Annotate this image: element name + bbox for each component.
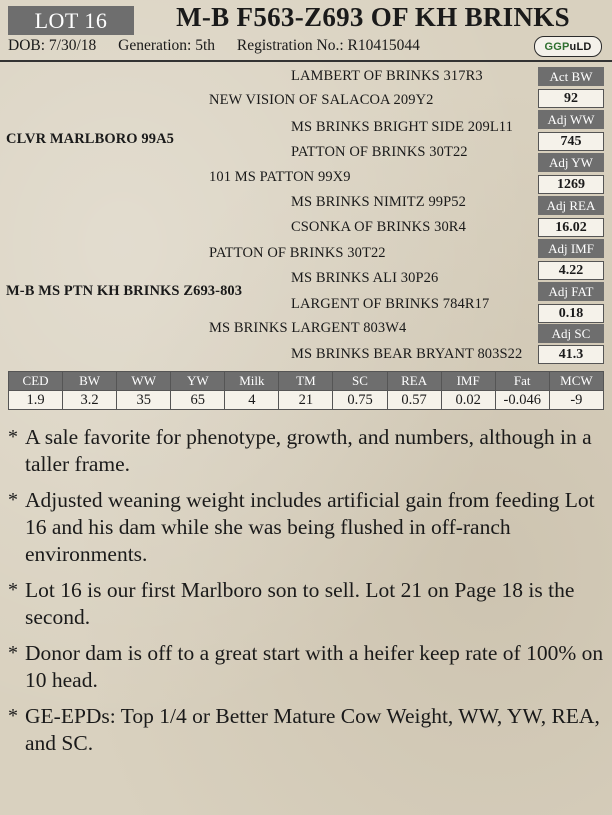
note-text: Lot 16 is our first Marlboro son to sell. Lot 21 on Page 18 is the second. bbox=[25, 578, 575, 629]
pedigree-dam-dam-dam: MS BRINKS BEAR BRYANT 803S22 bbox=[291, 346, 523, 362]
stat-label-adj-yw: Adj YW bbox=[538, 153, 604, 172]
epd-header-ww: WW bbox=[117, 372, 171, 391]
stat-label-adj-ww: Adj WW bbox=[538, 110, 604, 129]
note-text: Adjusted weaning weight includes artificial gain from feeding Lot 16 and his dam while she was being flushed in off-ranch environments. bbox=[25, 488, 595, 566]
epd-value-milk: 4 bbox=[225, 391, 279, 410]
epd-value-yw: 65 bbox=[171, 391, 225, 410]
pedigree-dam-dam-sire: LARGENT OF BRINKS 784R17 bbox=[291, 296, 490, 312]
epd-value-tm: 21 bbox=[279, 391, 333, 410]
epd-header-mcw: MCW bbox=[549, 372, 603, 391]
epd-value-rea: 0.57 bbox=[387, 391, 441, 410]
asterisk-bullet-icon: * bbox=[8, 489, 18, 511]
epd-header-milk: Milk bbox=[225, 372, 279, 391]
note-text: A sale favorite for phenotype, growth, and numbers, although in a taller frame. bbox=[25, 425, 592, 476]
ggpuld-logo bbox=[534, 36, 602, 57]
stat-label-adj-rea: Adj REA bbox=[538, 196, 604, 215]
stat-value-act-bw: 92 bbox=[538, 89, 604, 108]
pedigree-dam-sire: PATTON OF BRINKS 30T22 bbox=[209, 245, 386, 261]
pedigree-dam: M-B MS PTN KH BRINKS Z693-803 bbox=[6, 283, 243, 299]
note-item bbox=[8, 640, 604, 694]
animal-name-title: M-B F563-Z693 OF KH BRINKS bbox=[176, 2, 570, 32]
pedigree-sire-sire-dam: MS BRINKS BRIGHT SIDE 209L11 bbox=[291, 119, 513, 135]
epd-value-fat: -0.046 bbox=[495, 391, 549, 410]
asterisk-bullet-icon: * bbox=[8, 705, 18, 727]
pedigree-dam-sire-dam: MS BRINKS ALI 30P26 bbox=[291, 270, 439, 286]
epd-header-ced: CED bbox=[9, 372, 63, 391]
epd-value-ced: 1.9 bbox=[9, 391, 63, 410]
stat-label-adj-fat: Adj FAT bbox=[538, 282, 604, 301]
note-text: GE-EPDs: Top 1/4 or Better Mature Cow Weight, WW, YW, REA, and SC. bbox=[25, 704, 600, 755]
epd-header-row bbox=[9, 372, 604, 391]
notes-list bbox=[8, 424, 604, 766]
dob-text: DOB: 7/30/18 bbox=[8, 37, 97, 54]
generation-text: Generation: 5th bbox=[118, 37, 216, 54]
ggp-logo-text: GGP bbox=[544, 40, 570, 53]
stat-value-adj-fat: 0.18 bbox=[538, 304, 604, 323]
stat-value-adj-sc: 41.3 bbox=[538, 345, 604, 364]
lot-number-badge: LOT 16 bbox=[8, 6, 134, 35]
pedigree-sire-sire-sire: LAMBERT OF BRINKS 317R3 bbox=[291, 68, 483, 84]
stat-value-adj-rea: 16.02 bbox=[538, 218, 604, 237]
epd-header-sc: SC bbox=[333, 372, 387, 391]
pedigree-dam-dam: MS BRINKS LARGENT 803W4 bbox=[209, 320, 407, 336]
asterisk-bullet-icon: * bbox=[8, 579, 18, 601]
asterisk-bullet-icon: * bbox=[8, 642, 18, 664]
epd-header-imf: IMF bbox=[441, 372, 495, 391]
epd-header-rea: REA bbox=[387, 372, 441, 391]
epd-value-sc: 0.75 bbox=[333, 391, 387, 410]
pedigree-sire-dam-sire: PATTON OF BRINKS 30T22 bbox=[291, 144, 468, 160]
note-item bbox=[8, 424, 604, 478]
epd-header-yw: YW bbox=[171, 372, 225, 391]
pedigree-sire-dam-dam: MS BRINKS NIMITZ 99P52 bbox=[291, 194, 467, 210]
note-item bbox=[8, 577, 604, 631]
note-item bbox=[8, 703, 604, 757]
epd-value-row bbox=[9, 391, 604, 410]
epd-value-ww: 35 bbox=[117, 391, 171, 410]
pedigree-sire-dam: 101 MS PATTON 99X9 bbox=[209, 169, 351, 185]
stat-value-adj-ww: 745 bbox=[538, 132, 604, 151]
asterisk-bullet-icon: * bbox=[8, 426, 18, 448]
epd-header-tm: TM bbox=[279, 372, 333, 391]
uld-logo-text: uLD bbox=[569, 40, 592, 53]
pedigree-sire-sire: NEW VISION OF SALACOA 209Y2 bbox=[209, 92, 434, 108]
header-divider bbox=[0, 60, 612, 62]
epd-value-imf: 0.02 bbox=[441, 391, 495, 410]
pedigree-sire: CLVR MARLBORO 99A5 bbox=[6, 131, 175, 147]
epd-value-bw: 3.2 bbox=[63, 391, 117, 410]
epd-header-bw: BW bbox=[63, 372, 117, 391]
stat-label-act-bw: Act BW bbox=[538, 67, 604, 86]
stat-value-adj-yw: 1269 bbox=[538, 175, 604, 194]
epd-table bbox=[8, 371, 604, 410]
animal-info-row bbox=[8, 37, 438, 55]
stat-label-adj-sc: Adj SC bbox=[538, 324, 604, 343]
stat-label-adj-imf: Adj IMF bbox=[538, 239, 604, 258]
epd-header-fat: Fat bbox=[495, 372, 549, 391]
note-text: Donor dam is off to a great start with a heifer keep rate of 100% on 10 head. bbox=[25, 641, 604, 692]
stat-value-adj-imf: 4.22 bbox=[538, 261, 604, 280]
note-item bbox=[8, 487, 604, 568]
registration-text: Registration No.: R10415044 bbox=[236, 37, 420, 54]
pedigree-dam-sire-sire: CSONKA OF BRINKS 30R4 bbox=[291, 219, 466, 235]
epd-value-mcw: -9 bbox=[549, 391, 603, 410]
